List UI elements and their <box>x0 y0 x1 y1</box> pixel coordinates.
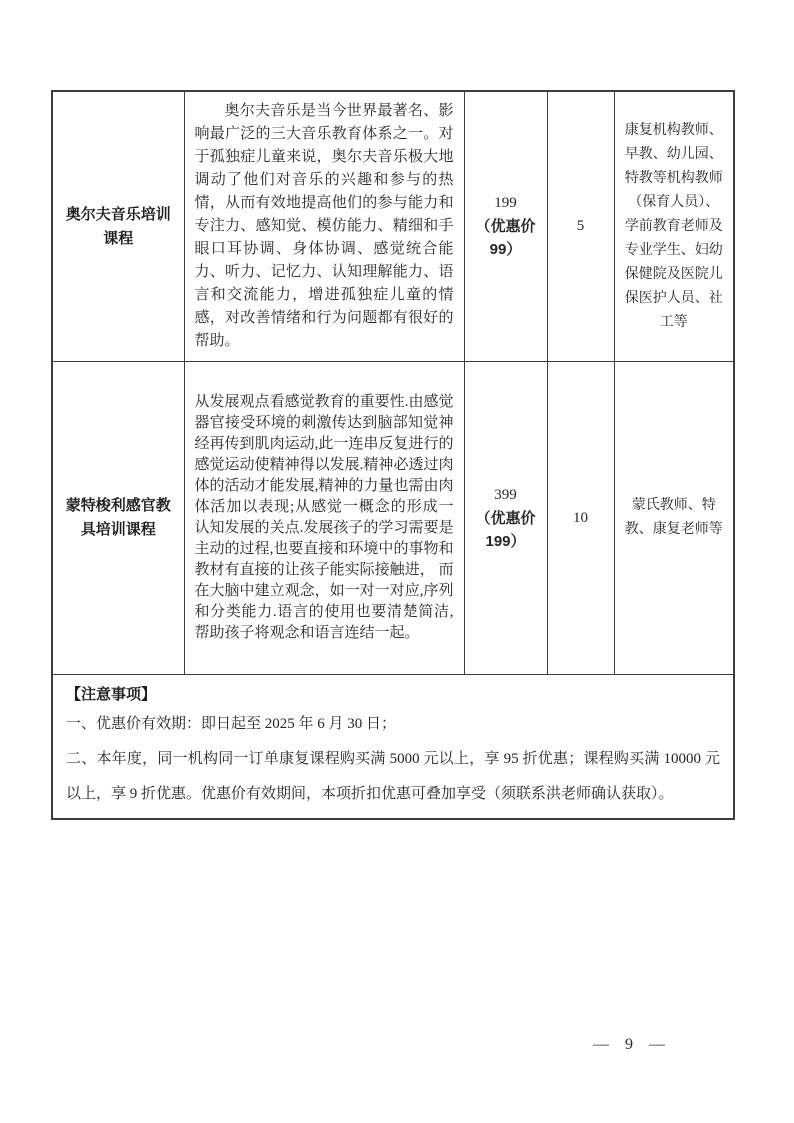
price-value: 399 <box>494 486 517 503</box>
audience-text: 康复机构教师、早教、幼儿园、特教等机构教师 （保育人员）、学前教育老师及专业学生、妇幼保健院及医院儿保医护人员、社工等 <box>624 122 723 330</box>
course-name-cell <box>52 91 184 362</box>
course-quota-cell <box>547 91 614 362</box>
course-description-cell <box>184 91 464 362</box>
course-name: 蒙特梭利感官教具培训课程 <box>65 497 171 538</box>
course-name-cell <box>52 362 184 675</box>
note-item-discount-policy: 二、本年度，同一机构同一订单康复课程购买满 5000 元以上，享 95 折优惠；课程购买满 10000 元以上，享 9 折优惠。优惠价有效期间，本项折扣优惠可叠加享受（须联系洪老师确认获取）。 <box>66 751 720 802</box>
table-row-montessori-course <box>52 362 734 675</box>
table-row-notes <box>52 675 734 820</box>
course-audience-cell <box>614 362 734 675</box>
course-table <box>51 90 735 820</box>
course-description: 奥尔夫音乐是当今世界最著名、影响最广泛的三大音乐教育体系之一。对于孤独症儿童来说，奥尔夫音乐极大地调动了他们对音乐的兴趣和参与的热情，从而有效地提高他们的参与能力和专注力、感知觉、模仿能力、精细和手眼口耳协调、身体协调、感觉统合能力、听力、记忆力、认知理解能力、语言和交流能力，增进孤独症儿童的情感，对改善情绪和行为问题都有很好的帮助。 <box>194 103 454 349</box>
quota-value: 5 <box>576 218 585 234</box>
course-description: 从发展观点看感觉教育的重要性.由感觉器官接受环境的刺激传达到脑部知觉神经再传到肌肉运动,此一连串反复进行的感觉运动使精神得以发展.精神必透过肉体的活动才能发展,精神的力量也需由肉体活加以表现;从感觉一概念的形成一认知发展的关点.发展孩子的学习需要是主动的过程,也要直接和环境中的事物和教材有直接的让孩子能实际接触进， 而在大脑中建立观念，如一对一对应,序列和分类能力.语言的使用也要清楚简洁,帮助孩子将观念和语言连结一起。 <box>194 394 454 641</box>
course-name: 奥尔夫音乐培训课程 <box>65 205 171 247</box>
notes-title: 【注意事项】 <box>66 686 157 703</box>
notes-cell <box>52 675 734 820</box>
course-price-cell <box>464 91 547 362</box>
price-value: 199 <box>494 195 517 211</box>
course-price-cell <box>464 362 547 675</box>
discount-price: （优惠价 99） <box>475 218 536 258</box>
quota-value: 10 <box>573 509 588 526</box>
note-item-validity: 一、优惠价有效期：即日起至 2025 年 6 月 30 日； <box>66 716 397 732</box>
course-description-cell <box>184 362 464 675</box>
course-audience-cell <box>614 91 734 362</box>
course-quota-cell <box>547 362 614 675</box>
table-row-orff-course <box>52 91 734 362</box>
discount-price: （优惠价 199） <box>475 509 536 550</box>
audience-text: 蒙氏教师、特教、康复老师等 <box>624 498 723 537</box>
page-number: — 9 — <box>593 1036 665 1053</box>
